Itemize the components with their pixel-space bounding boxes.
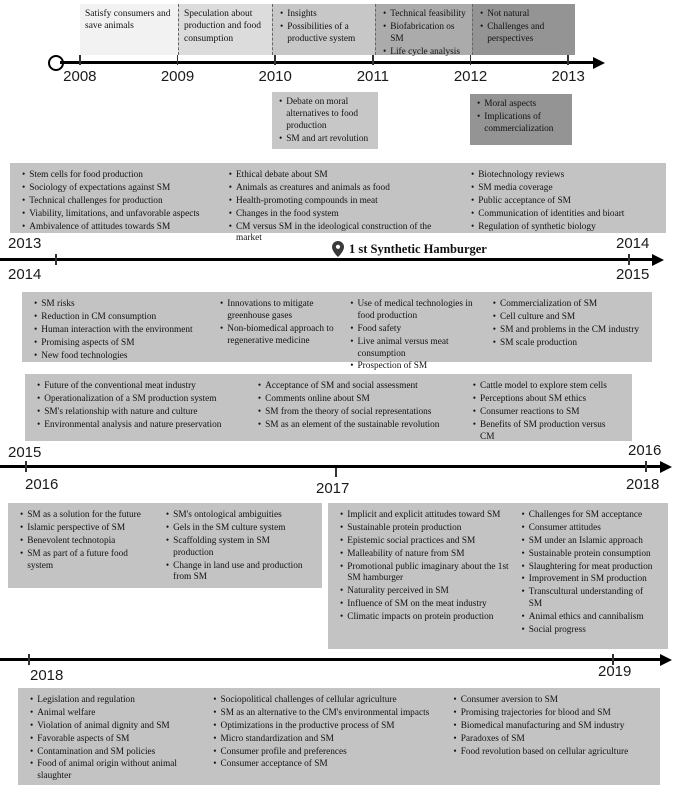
theme-item: • Legislation and regulation [28, 695, 201, 707]
tick-mark-icon [470, 55, 472, 65]
theme-item: • Cattle model to explore stem cells [471, 381, 622, 393]
themes-column-2 [213, 296, 343, 351]
theme-item: • Health-promoting compounds in meat [227, 196, 459, 208]
theme-item: • Reduction in CM consumption [32, 312, 208, 324]
themes-column-3 [446, 692, 655, 761]
theme-item: • Biomedical manufacturing and SM industry [451, 721, 650, 733]
theme-item: • SM as an alternative to the CM's environmental impacts [211, 708, 441, 720]
theme-item: • Social progress [520, 625, 659, 637]
theme-item: • Non-biomedical approach to regenerative medicine [218, 324, 338, 348]
theme-list [28, 695, 201, 783]
theme-item: • Prospection of SM [348, 361, 481, 373]
theme-item: • Promising trajectories for blood and SM [451, 708, 650, 720]
year-label: 2016 [25, 476, 59, 493]
themes-box-2014-2015-row2 [25, 374, 632, 441]
theme-item: • Public acceptance of SM [469, 196, 656, 208]
theme-item: • Influence of SM on the meat industry [338, 599, 510, 611]
tick-mark-icon [25, 461, 27, 472]
theme-item: • Life cycle analysis [381, 47, 467, 59]
year-cell [324, 55, 422, 85]
theme-item: • Implications of commercialization [475, 112, 567, 136]
themes-box-2010 [272, 4, 375, 55]
themes-column-1 [27, 296, 213, 365]
themes-box-2012 [472, 4, 575, 55]
theme-item: • Moral aspects [475, 99, 567, 111]
themes-column-2 [206, 692, 446, 774]
theme-item: • Debate on moral alternatives to food production [277, 97, 373, 133]
themes-box-2018-2019 [18, 688, 660, 785]
year-label: 2008 [63, 68, 97, 85]
themes-box-2017 [328, 503, 668, 649]
theme-item: • Technical challenges for production [20, 196, 217, 208]
arrowhead-icon [660, 654, 672, 666]
tick-mark-icon [274, 55, 276, 65]
theme-list [469, 170, 656, 233]
arrowhead-icon [660, 461, 672, 473]
theme-item: • Food safety [348, 324, 481, 336]
year-label: 2014 [616, 235, 650, 252]
theme-list [338, 510, 510, 624]
themes-column-1 [23, 692, 206, 786]
year-label: 2018 [626, 476, 660, 493]
theme-list [35, 381, 246, 432]
year-cell [129, 55, 227, 85]
theme-item: • New food technologies [32, 351, 208, 363]
theme-item: • SM as part of a future food system [18, 549, 154, 573]
theme-item: • Challenges and perspectives [478, 22, 570, 46]
theme-item: • SM's ontological ambiguities [164, 510, 312, 522]
year-label: 2010 [258, 68, 292, 85]
timeline-axis-2018-2019 [0, 658, 662, 661]
theme-item: • Live animal versus meat consumption [348, 337, 481, 361]
theme-item: • Sociopolitical challenges of cellular agriculture [211, 695, 441, 707]
theme-item: • Favorable aspects of SM [28, 734, 201, 746]
theme-item: • Operationalization of a SM production system [35, 394, 246, 406]
themes-column-1 [13, 507, 159, 575]
theme-list [520, 510, 659, 637]
theme-item: • Technical feasibility [381, 9, 467, 21]
themes-column-2 [159, 507, 317, 587]
theme-item: • SM risks [32, 299, 208, 311]
location-pin-icon [332, 241, 344, 257]
tick-mark-icon [628, 254, 630, 265]
theme-item: • SM's relationship with nature and culture [35, 407, 246, 419]
theme-item: • SM under an Islamic approach [520, 536, 659, 548]
tick-mark-icon [79, 55, 81, 65]
theme-item: • Not natural [478, 9, 570, 21]
theme-item: • SM and art revolution [277, 134, 373, 146]
theme-item: • Benevolent technotopia [18, 536, 154, 548]
year-label: 2013 [8, 235, 42, 252]
theme-item: • SM media coverage [469, 183, 656, 195]
theme-list [491, 299, 642, 350]
themes-box-2009 [178, 4, 272, 55]
theme-item: • Animal welfare [28, 708, 201, 720]
theme-list [256, 381, 461, 432]
theme-list [451, 695, 650, 758]
theme-item: • Paradoxes of SM [451, 734, 650, 746]
theme-item: • Sustainable protein production [338, 523, 510, 535]
themes-column-1 [30, 378, 251, 435]
theme-item: • Sociology of expectations against SM [20, 183, 217, 195]
theme-item: • Contamination and SM policies [28, 747, 201, 759]
year-cell [519, 55, 617, 85]
theme-item: • Comments online about SM [256, 394, 461, 406]
themes-box-below-2010-2011 [272, 92, 378, 149]
theme-item: • SM scale production [491, 338, 642, 350]
themes-box-2008 [80, 4, 178, 55]
theme-item: • Food revolution based on cellular agriculture [451, 747, 650, 759]
theme-item: • Communication of identities and bioart [469, 209, 656, 221]
theme-item: • Consumer acceptance of SM [211, 759, 441, 771]
theme-item: • SM and problems in the CM industry [491, 325, 642, 337]
year-label: 2016 [628, 442, 662, 459]
theme-item: • Climatic impacts on protein production [338, 612, 510, 624]
themes-column-2 [515, 507, 664, 640]
theme-list [471, 381, 622, 443]
theme-list [18, 510, 154, 572]
theme-item: • SM as an element of the sustainable revolution [256, 420, 461, 432]
timeline-axis-2015-2016 [0, 465, 662, 468]
theme-item: • Optimizations in the productive process of SM [211, 721, 441, 733]
themes-column-1 [15, 167, 222, 236]
year-label: 2014 [8, 266, 42, 283]
tick-mark-icon [645, 461, 647, 472]
year-label: 2018 [30, 667, 64, 684]
theme-item: • Ethical debate about SM [227, 170, 459, 182]
year-label: 2013 [551, 68, 585, 85]
theme-item: • Promising aspects of SM [32, 338, 208, 350]
year-label: 2009 [160, 68, 195, 85]
tick-mark-icon [55, 254, 57, 265]
themes-column-3 [343, 296, 486, 376]
year-label: 2015 [8, 444, 42, 461]
arrowhead-icon [652, 254, 664, 266]
theme-item: • Possibilities of a productive system [278, 22, 370, 46]
theme-list [381, 9, 467, 59]
themes-column-2 [222, 167, 464, 248]
milestone-marker [332, 241, 487, 257]
theme-item: • Future of the conventional meat industry [35, 381, 246, 393]
themes-column-1 [333, 507, 515, 627]
theme-item: • Environmental analysis and nature preservation [35, 420, 246, 432]
theme-item: • Perceptions about SM ethics [471, 394, 622, 406]
theme-item: • Micro standardization and SM [211, 734, 441, 746]
themes-column-3 [466, 378, 627, 446]
theme-item: • Improvement in SM production [520, 574, 659, 586]
theme-item: • Food of animal origin without animal slaughter [28, 759, 201, 783]
theme-item: • Promotional public imaginary about the 1st SM hamburger [338, 562, 510, 586]
theme-item: • Cell culture and SM [491, 312, 642, 324]
theme-item: • Malleability of nature from SM [338, 549, 510, 561]
theme-item: • Consumer attitudes [520, 523, 659, 535]
theme-item: • Changes in the food system [227, 209, 459, 221]
theme-item: • Consumer profile and preferences [211, 747, 441, 759]
theme-item: • Viability, limitations, and unfavorable aspects [20, 209, 217, 221]
theme-item: • SM from the theory of social representations [256, 407, 461, 419]
theme-item: • Scaffolding system in SM production [164, 536, 312, 560]
theme-item: • Insights [278, 9, 370, 21]
themes-box-below-2012 [470, 94, 572, 145]
year-cell [422, 55, 520, 85]
year-label: 2015 [616, 266, 650, 283]
theme-list [227, 170, 459, 245]
themes-box-2011 [375, 4, 472, 55]
theme-item: • Slaughtering for meat production [520, 562, 659, 574]
theme-item: • Ambivalence of attitudes towards SM [20, 222, 217, 234]
year-cell [31, 55, 129, 85]
theme-item: • Biotechnology reviews [469, 170, 656, 182]
theme-list [218, 299, 338, 348]
theme-list [478, 9, 570, 46]
tick-mark-icon [335, 468, 337, 477]
theme-item: • SM as a solution for the future [18, 510, 154, 522]
theme-item: • Change in land use and production from SM [164, 561, 312, 585]
theme-item: • Regulation of synthetic biology [469, 222, 656, 234]
theme-item: • Gels in the SM culture system [164, 523, 312, 535]
tick-mark-icon [28, 654, 30, 665]
themes-column-3 [464, 167, 661, 236]
theme-item: • Acceptance of SM and social assessment [256, 381, 461, 393]
theme-item: • CM versus SM in the ideological construction of the market [227, 222, 459, 246]
year-label: 2011 [356, 68, 389, 85]
themes-column-2 [251, 378, 466, 435]
theme-item: • Stem cells for food production [20, 170, 217, 182]
theme-list [348, 299, 481, 373]
themes-box-2014-2015-row1 [22, 292, 652, 372]
theme-item: • Sustainable protein consumption [520, 549, 659, 561]
theme-text: Satisfy consumers and save animals [85, 9, 171, 32]
theme-item: • Islamic perspective of SM [18, 523, 154, 535]
theme-list [277, 97, 373, 146]
theme-list [211, 695, 441, 771]
year-label: 2019 [598, 663, 632, 680]
theme-item: • Animals as creatures and animals as food [227, 183, 459, 195]
theme-item: • Epistemic social practices and SM [338, 536, 510, 548]
theme-list [475, 99, 567, 136]
year-label: 2017 [316, 480, 350, 497]
theme-item: • Human interaction with the environment [32, 325, 208, 337]
theme-item: • Consumer aversion to SM [451, 695, 650, 707]
year-label: 2012 [453, 68, 488, 85]
theme-item: • Use of medical technologies in food production [348, 299, 481, 323]
year-tick-row [31, 55, 617, 85]
theme-item: • Biofabrication os SM [381, 22, 467, 46]
theme-item: • Implicit and explicit attitudes toward SM [338, 510, 510, 522]
theme-item: • Transcultural understanding of SM [520, 587, 659, 611]
theme-item: • Naturality perceived in SM [338, 586, 510, 598]
themes-box-2016 [8, 503, 322, 588]
theme-item: • Violation of animal dignity and SM [28, 721, 201, 733]
tick-mark-icon [177, 55, 179, 65]
theme-list [278, 9, 370, 46]
theme-item: • Commercialization of SM [491, 299, 642, 311]
tick-mark-icon [372, 55, 374, 65]
theme-item: • Benefits of SM production versus CM [471, 420, 622, 444]
theme-item: • Animal ethics and cannibalism [520, 612, 659, 624]
theme-list [32, 299, 208, 362]
tick-mark-icon [567, 55, 569, 65]
milestone-label: 1 st Synthetic Hamburger [349, 241, 487, 256]
year-cell [226, 55, 324, 85]
theme-list [20, 170, 217, 233]
theme-item: • Consumer reactions to SM [471, 407, 622, 419]
theme-item: • Innovations to mitigate greenhouse gases [218, 299, 338, 323]
themes-column-4 [486, 296, 647, 353]
theme-text: Speculation about production and food consumption [184, 9, 262, 44]
timeline-axis-2013-2014 [0, 258, 655, 261]
theme-item: • Challenges for SM acceptance [520, 510, 659, 522]
theme-list [164, 510, 312, 584]
